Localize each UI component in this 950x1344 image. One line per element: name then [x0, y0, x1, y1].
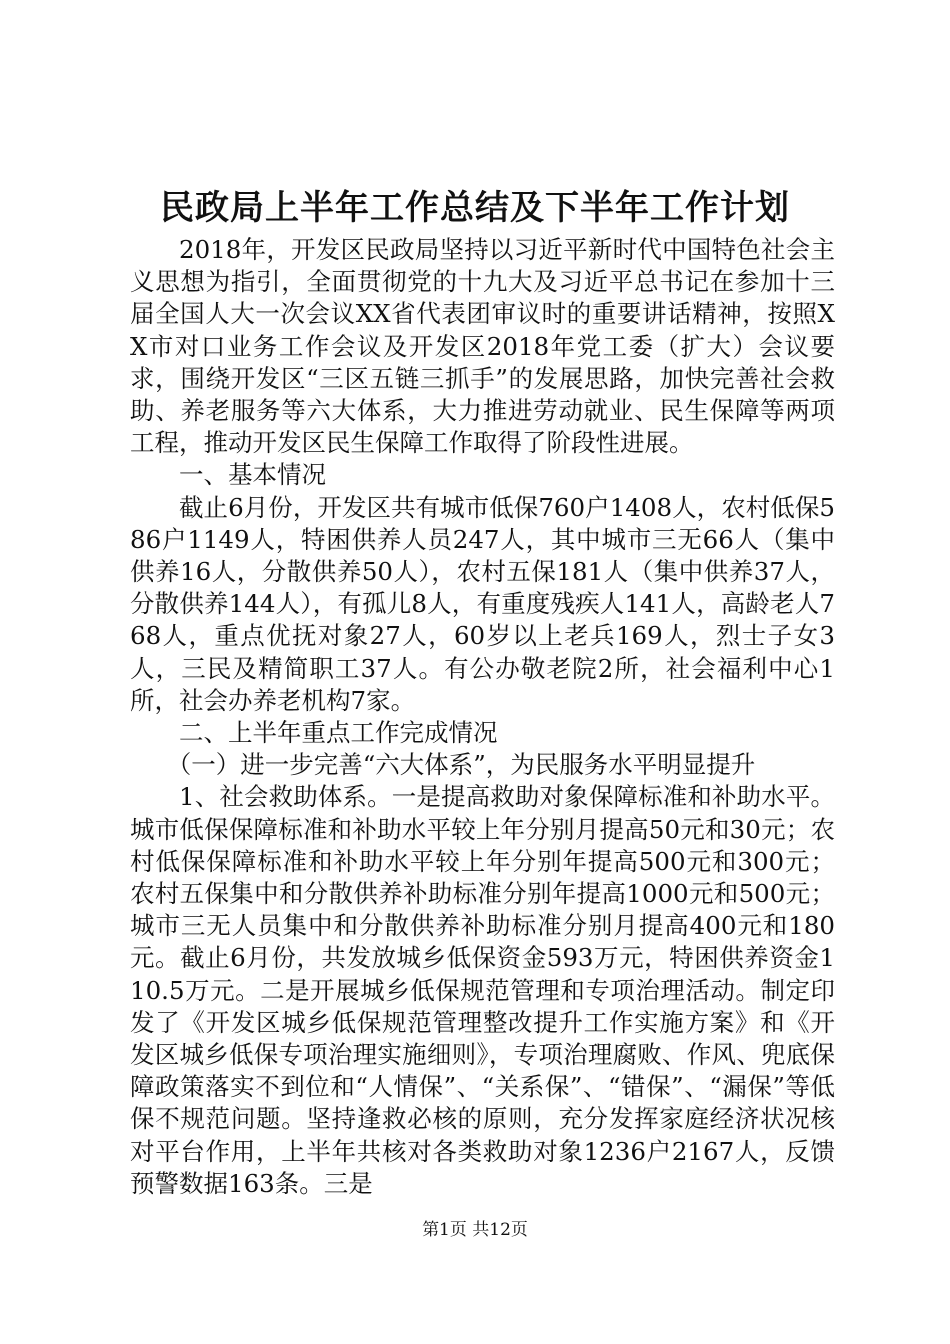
section-heading-basic-situation: 一、基本情况 [179, 460, 326, 490]
subsection-heading-six-systems: （一）进一步完善“六大体系”，为民服务水平明显提升 [166, 750, 756, 780]
intro-paragraph: 2018年，开发区民政局坚持以习近平新时代中国特色社会主义思想为指引，全面贯彻党的十九大及习近平总书记在参加十三届全国人大一次会议XX省代表团审议时的重要讲话精神，按照XX市对口业务工作会议及开发区2018年党工委（扩大）会议要求，围绕开发区“三区五链三抓手”的发展思路，加快完善社会救助、养老服务等六大体系，大力推进劳动就业、民生保障等两项工程，推动开发区民生保障工作取得了阶段性进展。 [130, 235, 835, 458]
document-body [130, 234, 835, 1200]
social-assistance-paragraph: 1、社会救助体系。一是提高救助对象保障标准和补助水平。城市低保保障标准和补助水平较上年分别月提高50元和30元；农村低保保障标准和补助水平较上年分别年提高500元和300元；农村五保集中和分散供养补助标准分别年提高1000元和500元；城市三无人员集中和分散供养补助标准分别月提高400元和180元。截止6月份，共发放城乡低保资金593万元，特困供养资金110.5万元。二是开展城乡低保规范管理和专项治理活动。制定印发了《开发区城乡低保规范管理整改提升工作实施方案》和《开发区城乡低保专项治理实施细则》，专项治理腐败、作风、兜底保障政策落实不到位和“人情保”、“关系保”、“错保”、“漏保”等低保不规范问题。坚持逢救必核的原则，充分发挥家庭经济状况核对平台作用，上半年共核对各类救助对象1236户2167人，反馈预警数据163条。三是 [130, 782, 835, 1198]
basic-situation-paragraph: 截止6月份，开发区共有城市低保760户1408人，农村低保586户1149人，特困供养人员247人，其中城市三无66人（集中供养16人，分散供养50人），农村五保181人（集中供养37人，分散供养144人），有孤儿8人，有重度残疾人141人，高龄老人768人，重点优抚对象27人，60岁以上老兵169人，烈士子女3人，三民及精简职工37人。有公办敬老院2所，社会福利中心1所，社会办养老机构7家。 [130, 492, 835, 715]
page-number-footer: 第1页 共12页 [422, 1220, 528, 1240]
section-heading-key-work: 二、上半年重点工作完成情况 [179, 718, 498, 748]
document-title: 民政局上半年工作总结及下半年工作计划 [160, 188, 790, 228]
